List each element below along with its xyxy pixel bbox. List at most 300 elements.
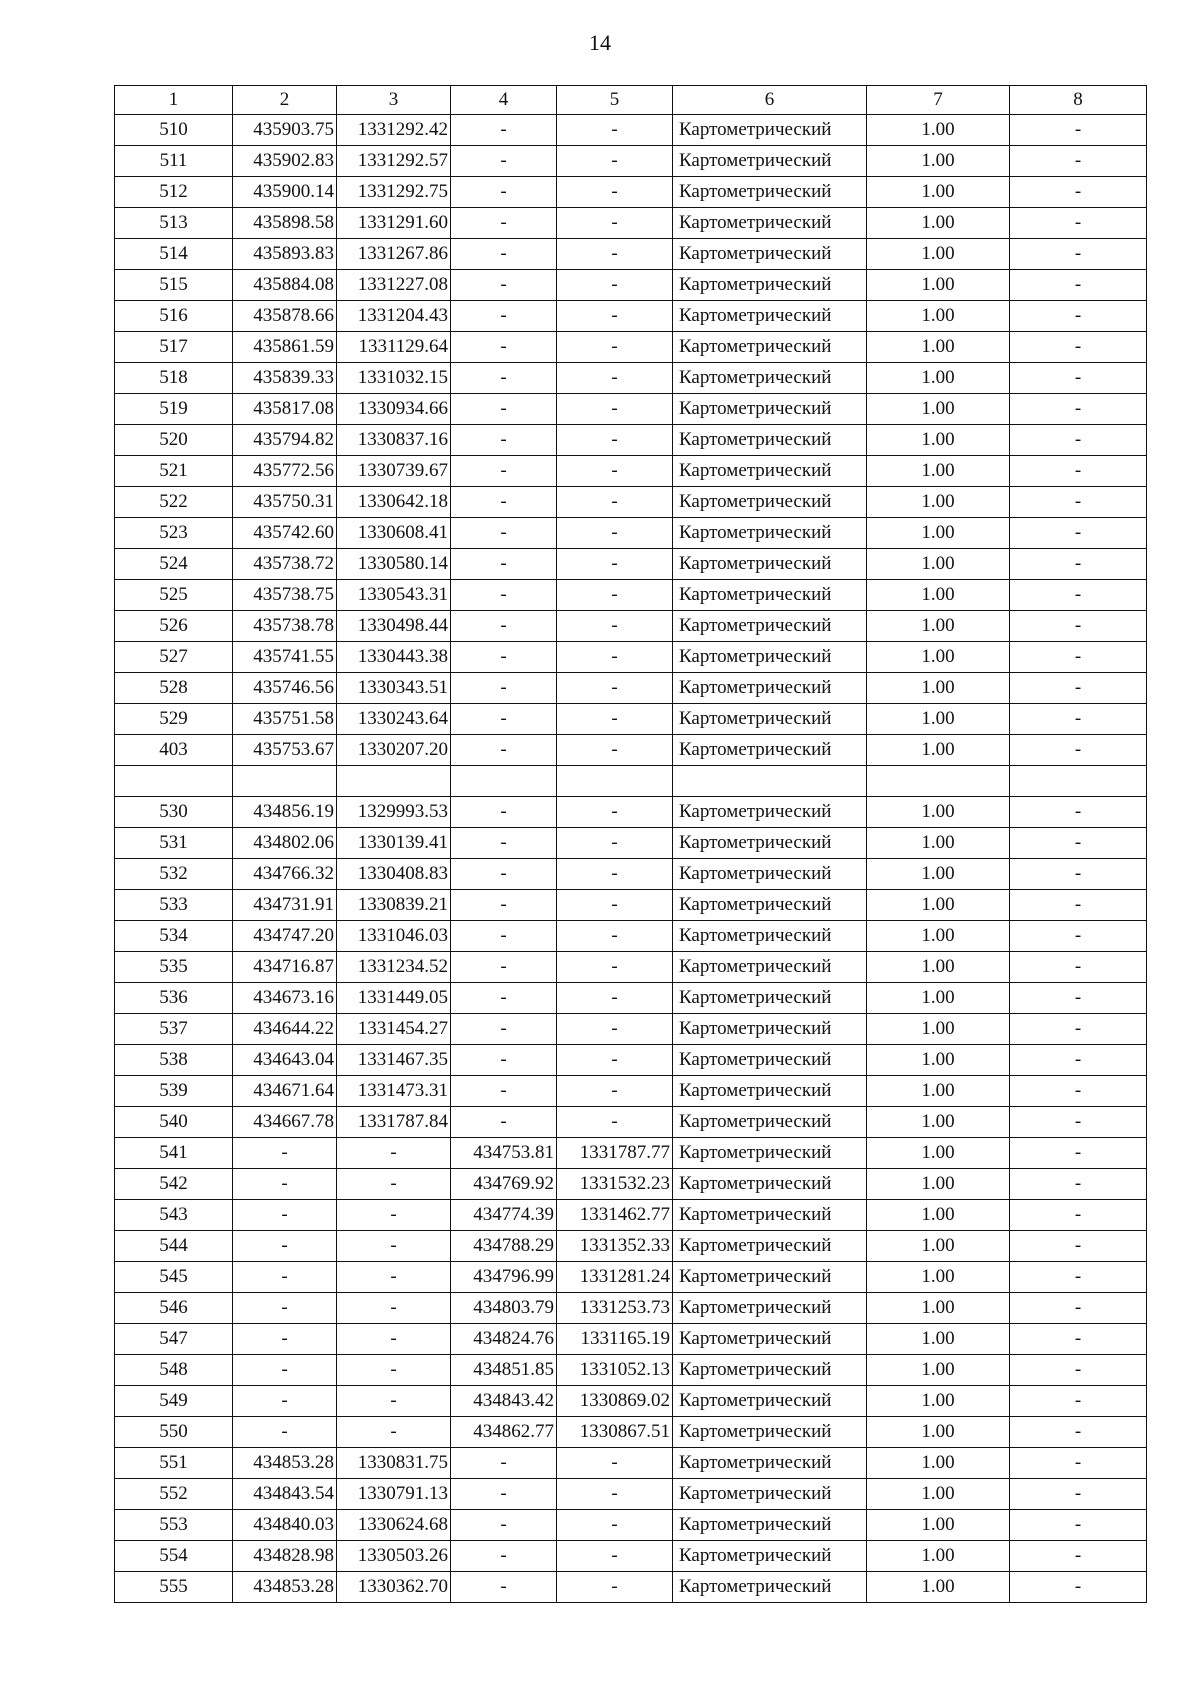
note-cell: - — [1010, 270, 1147, 301]
x-coordinate-cell: - — [233, 1324, 337, 1355]
point-number-cell: 554 — [115, 1541, 233, 1572]
x-coordinate-alt-cell: - — [451, 1014, 557, 1045]
precision-cell: 1.00 — [867, 1324, 1010, 1355]
point-number-cell: 555 — [115, 1572, 233, 1603]
table-row — [115, 208, 1147, 239]
method-cell: Картометрический — [673, 828, 867, 859]
x-coordinate-cell: - — [233, 1200, 337, 1231]
x-coordinate-cell: - — [233, 1262, 337, 1293]
y-coordinate-cell — [337, 766, 451, 797]
y-coordinate-cell: 1331292.57 — [337, 146, 451, 177]
y-coordinate-alt-cell: - — [557, 1448, 673, 1479]
x-coordinate-cell: 434731.91 — [233, 890, 337, 921]
table-row — [115, 1231, 1147, 1262]
x-coordinate-cell — [233, 766, 337, 797]
y-coordinate-cell: - — [337, 1324, 451, 1355]
x-coordinate-cell: 435903.75 — [233, 115, 337, 146]
x-coordinate-alt-cell: 434788.29 — [451, 1231, 557, 1262]
point-number-cell: 519 — [115, 394, 233, 425]
precision-cell: 1.00 — [867, 115, 1010, 146]
coordinates-table — [114, 85, 1147, 1603]
page-number: 14 — [589, 30, 611, 55]
note-cell: - — [1010, 1169, 1147, 1200]
y-coordinate-alt-cell: - — [557, 890, 673, 921]
method-cell: Картометрический — [673, 859, 867, 890]
y-coordinate-alt-cell: - — [557, 208, 673, 239]
table-row — [115, 890, 1147, 921]
note-cell: - — [1010, 1231, 1147, 1262]
column-header: 3 — [337, 86, 451, 115]
precision-cell: 1.00 — [867, 146, 1010, 177]
note-cell: - — [1010, 1014, 1147, 1045]
precision-cell: 1.00 — [867, 1386, 1010, 1417]
x-coordinate-cell: 434856.19 — [233, 797, 337, 828]
x-coordinate-alt-cell: - — [451, 332, 557, 363]
x-coordinate-alt-cell: - — [451, 983, 557, 1014]
x-coordinate-alt-cell: - — [451, 1541, 557, 1572]
method-cell: Картометрический — [673, 1324, 867, 1355]
table-row — [115, 1448, 1147, 1479]
point-number-cell: 537 — [115, 1014, 233, 1045]
x-coordinate-cell: 434802.06 — [233, 828, 337, 859]
point-number-cell: 521 — [115, 456, 233, 487]
method-cell: Картометрический — [673, 1510, 867, 1541]
x-coordinate-cell: 434671.64 — [233, 1076, 337, 1107]
y-coordinate-cell: 1330362.70 — [337, 1572, 451, 1603]
y-coordinate-cell: 1330580.14 — [337, 549, 451, 580]
x-coordinate-cell: 435878.66 — [233, 301, 337, 332]
method-cell: Картометрический — [673, 1076, 867, 1107]
y-coordinate-alt-cell: - — [557, 1107, 673, 1138]
point-number-cell: 549 — [115, 1386, 233, 1417]
x-coordinate-cell: 434843.54 — [233, 1479, 337, 1510]
y-coordinate-cell: - — [337, 1138, 451, 1169]
y-coordinate-cell: 1330543.31 — [337, 580, 451, 611]
precision-cell: 1.00 — [867, 394, 1010, 425]
method-cell: Картометрический — [673, 1014, 867, 1045]
point-number-cell: 533 — [115, 890, 233, 921]
x-coordinate-alt-cell: - — [451, 1107, 557, 1138]
table-row — [115, 1076, 1147, 1107]
y-coordinate-alt-cell: 1331787.77 — [557, 1138, 673, 1169]
note-cell: - — [1010, 797, 1147, 828]
note-cell: - — [1010, 1355, 1147, 1386]
x-coordinate-cell: 434853.28 — [233, 1448, 337, 1479]
y-coordinate-cell: 1331292.75 — [337, 177, 451, 208]
method-cell — [673, 766, 867, 797]
y-coordinate-cell: 1330831.75 — [337, 1448, 451, 1479]
y-coordinate-alt-cell: - — [557, 394, 673, 425]
y-coordinate-alt-cell: - — [557, 673, 673, 704]
y-coordinate-alt-cell: - — [557, 301, 673, 332]
table-row — [115, 704, 1147, 735]
method-cell: Картометрический — [673, 487, 867, 518]
method-cell: Картометрический — [673, 270, 867, 301]
method-cell: Картометрический — [673, 735, 867, 766]
x-coordinate-alt-cell: 434843.42 — [451, 1386, 557, 1417]
x-coordinate-cell: 435751.58 — [233, 704, 337, 735]
x-coordinate-cell: 435742.60 — [233, 518, 337, 549]
table-row — [115, 115, 1147, 146]
x-coordinate-alt-cell: 434824.76 — [451, 1324, 557, 1355]
y-coordinate-alt-cell: - — [557, 1014, 673, 1045]
point-number-cell: 544 — [115, 1231, 233, 1262]
method-cell: Картометрический — [673, 1169, 867, 1200]
point-number-cell: 552 — [115, 1479, 233, 1510]
precision-cell: 1.00 — [867, 1572, 1010, 1603]
method-cell: Картометрический — [673, 239, 867, 270]
y-coordinate-cell: 1331292.42 — [337, 115, 451, 146]
y-coordinate-alt-cell: - — [557, 797, 673, 828]
y-coordinate-cell: 1330934.66 — [337, 394, 451, 425]
precision-cell: 1.00 — [867, 983, 1010, 1014]
table-row — [115, 828, 1147, 859]
y-coordinate-cell: 1331227.08 — [337, 270, 451, 301]
y-coordinate-cell: 1331449.05 — [337, 983, 451, 1014]
y-coordinate-alt-cell: 1331281.24 — [557, 1262, 673, 1293]
y-coordinate-cell: - — [337, 1355, 451, 1386]
table-row — [115, 1510, 1147, 1541]
table-row — [115, 363, 1147, 394]
precision-cell: 1.00 — [867, 1541, 1010, 1572]
method-cell: Картометрический — [673, 456, 867, 487]
point-number-cell: 515 — [115, 270, 233, 301]
note-cell: - — [1010, 1448, 1147, 1479]
x-coordinate-alt-cell: 434862.77 — [451, 1417, 557, 1448]
method-cell: Картометрический — [673, 332, 867, 363]
point-number-cell: 530 — [115, 797, 233, 828]
x-coordinate-cell: 435746.56 — [233, 673, 337, 704]
table-row — [115, 394, 1147, 425]
y-coordinate-alt-cell: - — [557, 270, 673, 301]
method-cell: Картометрический — [673, 394, 867, 425]
method-cell: Картометрический — [673, 1572, 867, 1603]
y-coordinate-alt-cell: - — [557, 456, 673, 487]
method-cell: Картометрический — [673, 363, 867, 394]
point-number-cell: 403 — [115, 735, 233, 766]
x-coordinate-alt-cell: - — [451, 177, 557, 208]
x-coordinate-alt-cell: - — [451, 921, 557, 952]
note-cell: - — [1010, 735, 1147, 766]
x-coordinate-cell: 434853.28 — [233, 1572, 337, 1603]
y-coordinate-cell: - — [337, 1262, 451, 1293]
y-coordinate-cell: 1331032.15 — [337, 363, 451, 394]
y-coordinate-alt-cell: - — [557, 487, 673, 518]
y-coordinate-alt-cell: - — [557, 177, 673, 208]
y-coordinate-cell: 1331234.52 — [337, 952, 451, 983]
note-cell: - — [1010, 394, 1147, 425]
precision-cell: 1.00 — [867, 1355, 1010, 1386]
table-row — [115, 487, 1147, 518]
precision-cell: 1.00 — [867, 177, 1010, 208]
x-coordinate-cell: 435794.82 — [233, 425, 337, 456]
table-row — [115, 332, 1147, 363]
x-coordinate-alt-cell: 434803.79 — [451, 1293, 557, 1324]
method-cell: Картометрический — [673, 518, 867, 549]
point-number-cell: 538 — [115, 1045, 233, 1076]
precision-cell: 1.00 — [867, 580, 1010, 611]
x-coordinate-alt-cell: - — [451, 1510, 557, 1541]
note-cell: - — [1010, 1138, 1147, 1169]
x-coordinate-alt-cell: - — [451, 270, 557, 301]
y-coordinate-alt-cell: - — [557, 332, 673, 363]
x-coordinate-alt-cell: - — [451, 394, 557, 425]
y-coordinate-alt-cell — [557, 766, 673, 797]
table-row — [115, 270, 1147, 301]
note-cell: - — [1010, 1572, 1147, 1603]
precision-cell: 1.00 — [867, 673, 1010, 704]
y-coordinate-alt-cell: - — [557, 704, 673, 735]
x-coordinate-alt-cell: - — [451, 828, 557, 859]
y-coordinate-alt-cell: - — [557, 239, 673, 270]
point-number-cell: 518 — [115, 363, 233, 394]
x-coordinate-alt-cell: - — [451, 146, 557, 177]
y-coordinate-alt-cell: - — [557, 859, 673, 890]
note-cell: - — [1010, 642, 1147, 673]
y-coordinate-cell: 1330408.83 — [337, 859, 451, 890]
note-cell: - — [1010, 1107, 1147, 1138]
table-row — [115, 859, 1147, 890]
table-row — [115, 177, 1147, 208]
note-cell: - — [1010, 580, 1147, 611]
precision-cell: 1.00 — [867, 549, 1010, 580]
x-coordinate-alt-cell: 434769.92 — [451, 1169, 557, 1200]
y-coordinate-alt-cell: - — [557, 1510, 673, 1541]
y-coordinate-cell: 1330624.68 — [337, 1510, 451, 1541]
x-coordinate-cell: 435839.33 — [233, 363, 337, 394]
method-cell: Картометрический — [673, 1448, 867, 1479]
point-number-cell: 527 — [115, 642, 233, 673]
precision-cell: 1.00 — [867, 735, 1010, 766]
x-coordinate-cell: 434828.98 — [233, 1541, 337, 1572]
x-coordinate-alt-cell: - — [451, 797, 557, 828]
x-coordinate-cell: - — [233, 1231, 337, 1262]
y-coordinate-cell: 1330739.67 — [337, 456, 451, 487]
y-coordinate-cell: 1330498.44 — [337, 611, 451, 642]
note-cell: - — [1010, 332, 1147, 363]
y-coordinate-alt-cell: - — [557, 828, 673, 859]
method-cell: Картометрический — [673, 1138, 867, 1169]
table-row — [115, 301, 1147, 332]
method-cell: Картометрический — [673, 1200, 867, 1231]
y-coordinate-alt-cell: - — [557, 1076, 673, 1107]
y-coordinate-cell: 1330503.26 — [337, 1541, 451, 1572]
y-coordinate-alt-cell: - — [557, 115, 673, 146]
precision-cell: 1.00 — [867, 1014, 1010, 1045]
y-coordinate-cell: 1330207.20 — [337, 735, 451, 766]
x-coordinate-cell: 435772.56 — [233, 456, 337, 487]
x-coordinate-cell: 434840.03 — [233, 1510, 337, 1541]
table-row — [115, 1138, 1147, 1169]
y-coordinate-alt-cell: 1331253.73 — [557, 1293, 673, 1324]
x-coordinate-alt-cell: - — [451, 735, 557, 766]
note-cell: - — [1010, 456, 1147, 487]
column-header: 6 — [673, 86, 867, 115]
y-coordinate-cell: 1331046.03 — [337, 921, 451, 952]
note-cell: - — [1010, 1541, 1147, 1572]
note-cell: - — [1010, 1386, 1147, 1417]
y-coordinate-alt-cell: - — [557, 518, 673, 549]
method-cell: Картометрический — [673, 952, 867, 983]
x-coordinate-cell: - — [233, 1138, 337, 1169]
method-cell: Картометрический — [673, 1045, 867, 1076]
method-cell: Картометрический — [673, 1107, 867, 1138]
method-cell: Картометрический — [673, 1479, 867, 1510]
x-coordinate-cell: 434673.16 — [233, 983, 337, 1014]
table-row — [115, 146, 1147, 177]
y-coordinate-cell: 1330608.41 — [337, 518, 451, 549]
precision-cell: 1.00 — [867, 1448, 1010, 1479]
note-cell: - — [1010, 1417, 1147, 1448]
column-header: 7 — [867, 86, 1010, 115]
x-coordinate-cell: 434643.04 — [233, 1045, 337, 1076]
table-row — [115, 425, 1147, 456]
method-cell: Картометрический — [673, 611, 867, 642]
y-coordinate-cell: 1331787.84 — [337, 1107, 451, 1138]
precision-cell: 1.00 — [867, 1262, 1010, 1293]
table-header-row — [115, 86, 1147, 115]
x-coordinate-cell: 435741.55 — [233, 642, 337, 673]
y-coordinate-alt-cell: - — [557, 425, 673, 456]
precision-cell: 1.00 — [867, 332, 1010, 363]
point-number-cell: 543 — [115, 1200, 233, 1231]
table-row — [115, 983, 1147, 1014]
point-number-cell: 529 — [115, 704, 233, 735]
x-coordinate-alt-cell: - — [451, 518, 557, 549]
x-coordinate-alt-cell: - — [451, 549, 557, 580]
column-header: 2 — [233, 86, 337, 115]
method-cell: Картометрический — [673, 580, 867, 611]
x-coordinate-cell: 435861.59 — [233, 332, 337, 363]
y-coordinate-alt-cell: - — [557, 735, 673, 766]
y-coordinate-alt-cell: - — [557, 146, 673, 177]
note-cell: - — [1010, 1324, 1147, 1355]
point-number-cell: 545 — [115, 1262, 233, 1293]
x-coordinate-cell: 434747.20 — [233, 921, 337, 952]
note-cell: - — [1010, 208, 1147, 239]
x-coordinate-cell: - — [233, 1417, 337, 1448]
y-coordinate-cell: 1330343.51 — [337, 673, 451, 704]
y-coordinate-alt-cell: - — [557, 549, 673, 580]
precision-cell: 1.00 — [867, 1076, 1010, 1107]
note-cell: - — [1010, 983, 1147, 1014]
x-coordinate-cell: 435900.14 — [233, 177, 337, 208]
y-coordinate-cell: 1331467.35 — [337, 1045, 451, 1076]
table-row — [115, 952, 1147, 983]
x-coordinate-alt-cell: - — [451, 890, 557, 921]
method-cell: Картометрический — [673, 642, 867, 673]
x-coordinate-cell: - — [233, 1355, 337, 1386]
precision-cell: 1.00 — [867, 239, 1010, 270]
y-coordinate-cell: - — [337, 1417, 451, 1448]
x-coordinate-alt-cell: - — [451, 239, 557, 270]
precision-cell: 1.00 — [867, 1200, 1010, 1231]
x-coordinate-alt-cell: 434851.85 — [451, 1355, 557, 1386]
precision-cell: 1.00 — [867, 704, 1010, 735]
table-row — [115, 1169, 1147, 1200]
y-coordinate-cell: 1330837.16 — [337, 425, 451, 456]
note-cell: - — [1010, 828, 1147, 859]
y-coordinate-cell: - — [337, 1231, 451, 1262]
x-coordinate-cell: 435884.08 — [233, 270, 337, 301]
note-cell: - — [1010, 890, 1147, 921]
table-row — [115, 1324, 1147, 1355]
point-number-cell: 532 — [115, 859, 233, 890]
note-cell: - — [1010, 1479, 1147, 1510]
note-cell: - — [1010, 859, 1147, 890]
point-number-cell: 540 — [115, 1107, 233, 1138]
column-header: 8 — [1010, 86, 1147, 115]
precision-cell: 1.00 — [867, 363, 1010, 394]
x-coordinate-cell: 434766.32 — [233, 859, 337, 890]
point-number-cell: 516 — [115, 301, 233, 332]
precision-cell — [867, 766, 1010, 797]
precision-cell: 1.00 — [867, 1510, 1010, 1541]
method-cell: Картометрический — [673, 704, 867, 735]
x-coordinate-alt-cell: - — [451, 580, 557, 611]
y-coordinate-alt-cell: - — [557, 921, 673, 952]
y-coordinate-alt-cell: - — [557, 1479, 673, 1510]
x-coordinate-alt-cell: - — [451, 301, 557, 332]
y-coordinate-cell: 1330139.41 — [337, 828, 451, 859]
table-row — [115, 518, 1147, 549]
point-number-cell: 535 — [115, 952, 233, 983]
table-row — [115, 1541, 1147, 1572]
point-number-cell: 536 — [115, 983, 233, 1014]
point-number-cell — [115, 766, 233, 797]
method-cell: Картометрический — [673, 890, 867, 921]
table-row — [115, 549, 1147, 580]
y-coordinate-alt-cell: - — [557, 1572, 673, 1603]
note-cell: - — [1010, 1262, 1147, 1293]
x-coordinate-alt-cell: - — [451, 1045, 557, 1076]
method-cell: Картометрический — [673, 115, 867, 146]
point-number-cell: 522 — [115, 487, 233, 518]
precision-cell: 1.00 — [867, 301, 1010, 332]
x-coordinate-alt-cell: - — [451, 425, 557, 456]
x-coordinate-cell: 434667.78 — [233, 1107, 337, 1138]
method-cell: Картометрический — [673, 301, 867, 332]
note-cell: - — [1010, 177, 1147, 208]
x-coordinate-alt-cell: 434753.81 — [451, 1138, 557, 1169]
precision-cell: 1.00 — [867, 270, 1010, 301]
table-row — [115, 1293, 1147, 1324]
table-row — [115, 1572, 1147, 1603]
method-cell: Картометрический — [673, 549, 867, 580]
note-cell: - — [1010, 363, 1147, 394]
precision-cell: 1.00 — [867, 1479, 1010, 1510]
table-row — [115, 611, 1147, 642]
note-cell: - — [1010, 549, 1147, 580]
precision-cell: 1.00 — [867, 208, 1010, 239]
note-cell: - — [1010, 518, 1147, 549]
method-cell: Картометрический — [673, 1541, 867, 1572]
x-coordinate-alt-cell: - — [451, 1479, 557, 1510]
point-number-cell: 553 — [115, 1510, 233, 1541]
note-cell — [1010, 766, 1147, 797]
precision-cell: 1.00 — [867, 425, 1010, 456]
point-number-cell: 548 — [115, 1355, 233, 1386]
precision-cell: 1.00 — [867, 921, 1010, 952]
table-row — [115, 735, 1147, 766]
note-cell: - — [1010, 115, 1147, 146]
y-coordinate-alt-cell: - — [557, 580, 673, 611]
precision-cell: 1.00 — [867, 1293, 1010, 1324]
table-row — [115, 1200, 1147, 1231]
table-row — [115, 797, 1147, 828]
x-coordinate-cell: - — [233, 1293, 337, 1324]
point-number-cell: 525 — [115, 580, 233, 611]
